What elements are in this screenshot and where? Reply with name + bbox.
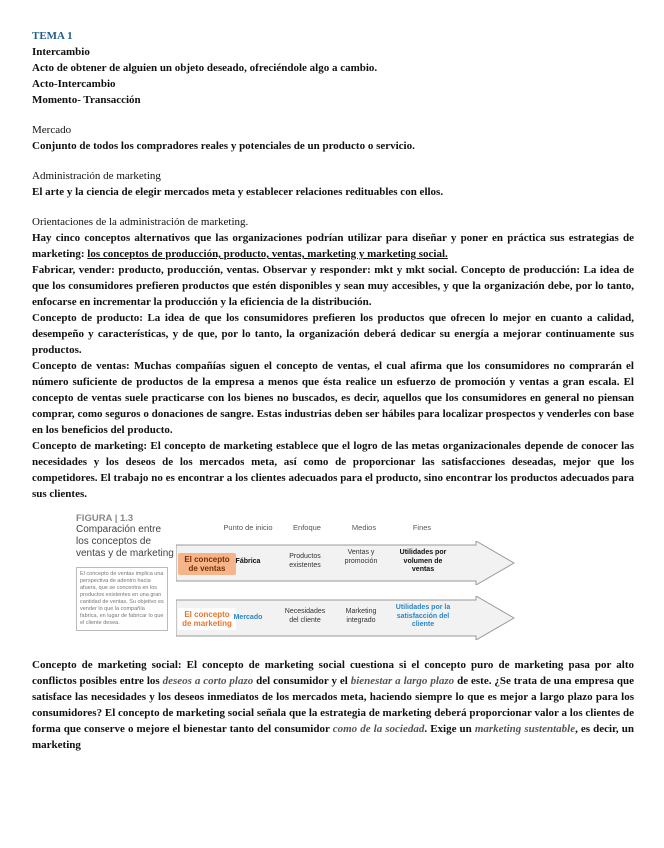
admin-definition: El arte y la ciencia de elegir mercados meta y establecer relaciones redituables con ellos.	[32, 186, 444, 198]
produccion-paragraph: Fabricar, vender: producto, producción, ventas. Observar y responder: mkt y mkt social. Concepto de producción: La idea de que los consumidores prefieren productos que estén disponibles y sean muy accesibles, y que la organización debe, por lo tanto, enfocarse en incrementar la producción y la eficiencia de la distribución.	[32, 264, 634, 308]
figure-caption: Comparación entre los conceptos de ventas y de marketing	[76, 524, 174, 559]
orientaciones-title: Orientaciones de la administración de marketing.	[32, 216, 249, 228]
figure-label: FIGURA | 1.3	[76, 513, 134, 524]
marketing-paragraph: Concepto de marketing: El concepto de marketing establece que el logro de las metas organizacionales depende de conocer las necesidades y los deseos de los mercados meta, así como de proporcionar las satisfacciones deseadas, mejor que los competidores. El trabajo no es encontrar a los clientes adecuados para el producto, sino encontrar los productos adecuados para sus clientes.	[32, 440, 634, 500]
marketing-cell-medios: Marketing integrado	[345, 608, 377, 624]
mercado-definition: Conjunto de todos los compradores reales y potenciales de un producto o servicio.	[32, 140, 415, 152]
intercambio-title: Intercambio	[32, 46, 90, 58]
ventas-cell-medios: Ventas y promoción	[344, 549, 378, 565]
social-text-i: , es decir, un marketing	[32, 723, 634, 751]
ventas-cell-fines: Utilidades por volumen de ventas	[399, 549, 447, 573]
orientaciones-intro	[32, 230, 634, 262]
figure-note: El concepto de ventas implica una perspectiva de adentro hacia afuera, que se concentra en los productos existentes en una gran cantidad de ventas. Su objetivo es vender lo que la compañía fabrica, en lugar de fabricar lo que el cliente desea.	[76, 567, 168, 631]
social-italic-b: deseos a corto plazo	[162, 675, 254, 687]
figure-comparison	[76, 511, 486, 649]
header-medios: Medios	[351, 523, 377, 532]
admin-title: Administración de marketing	[32, 170, 161, 182]
social-text-e: de este. ¿Se trata de una empresa que satisface las necesidades y los deseos inmediatos de los mercados meta, haciendo siempre lo que es mejor a largo plazo para los consumidores? El concepto de marketing social señala que la estrategia de marketing deberá proporcionar valor a los clientes de forma que conserve o mejore el bienestar tanto del consumidor	[32, 675, 634, 735]
header-fines: Fines	[412, 523, 432, 532]
social-text-a: Concepto de marketing social: El concepto de marketing social cuestiona si el concepto puro de marketing pasa por alto conflictos posibles entre los	[32, 659, 634, 687]
momento-line: Momento- Transacción	[32, 94, 141, 106]
producto-paragraph: Concepto de producto: La idea de que los consumidores prefieren los productos que ofrecen lo mejor en cuanto a calidad, desempeño y características, y de que, por lo tanto, la organización deberá dedicar su energía a mejorar continuamente sus productos.	[32, 312, 634, 356]
header-enfoque: Enfoque	[293, 523, 321, 532]
intro-underlined: los conceptos de producción, producto, ventas, marketing y marketing social.	[87, 248, 448, 260]
header-inicio: Punto de inicio	[223, 523, 273, 532]
social-text-g: . Exige un	[424, 723, 475, 735]
ventas-cell-inicio: Fábrica	[235, 558, 261, 565]
marketing-cell-enfoque: Necesidades del cliente	[284, 608, 326, 624]
social-italic-h: marketing sustentable	[474, 723, 576, 735]
intro-text: Hay cinco conceptos alternativos que las organizaciones podrían utilizar para diseñar y poner en práctica sus estrategias de marketing:	[32, 232, 634, 260]
acto-line: Acto-Intercambio	[32, 78, 116, 90]
intercambio-definition: Acto de obtener de alguien un objeto deseado, ofreciéndole algo a cambio.	[32, 62, 378, 74]
social-paragraph	[32, 657, 634, 753]
social-italic-f: como de la sociedad	[332, 723, 425, 735]
mercado-title: Mercado	[32, 124, 72, 136]
social-text-c: del consumidor y el	[253, 675, 351, 687]
social-italic-d: bienestar a largo plazo	[350, 675, 455, 687]
document-page	[32, 28, 634, 753]
page-heading: TEMA 1	[32, 30, 73, 42]
marketing-cell-inicio: Mercado	[233, 614, 263, 621]
ventas-paragraph: Concepto de ventas: Muchas compañías siguen el concepto de ventas, el cual afirma que los consumidores no comprarán el número suficiente de productos de la empresa a menos que ésta realice un esfuerzo de promoción y ventas a gran escala. El concepto de ventas suele practicarse con los bienes no buscados, es decir, aquellos que los consumidores en general no piensan comprar, como seguros o donaciones de sangre. Estas industrias deben ser hábiles para localizar prospectos y venderles con base en los beneficios del producto.	[32, 360, 634, 436]
concept-marketing: El concepto de marketing	[178, 608, 236, 630]
concept-ventas: El concepto de ventas	[178, 553, 236, 575]
marketing-cell-fines: Utilidades por la satisfacción del cliente	[395, 604, 451, 628]
ventas-cell-enfoque: Productos existentes	[289, 553, 321, 569]
